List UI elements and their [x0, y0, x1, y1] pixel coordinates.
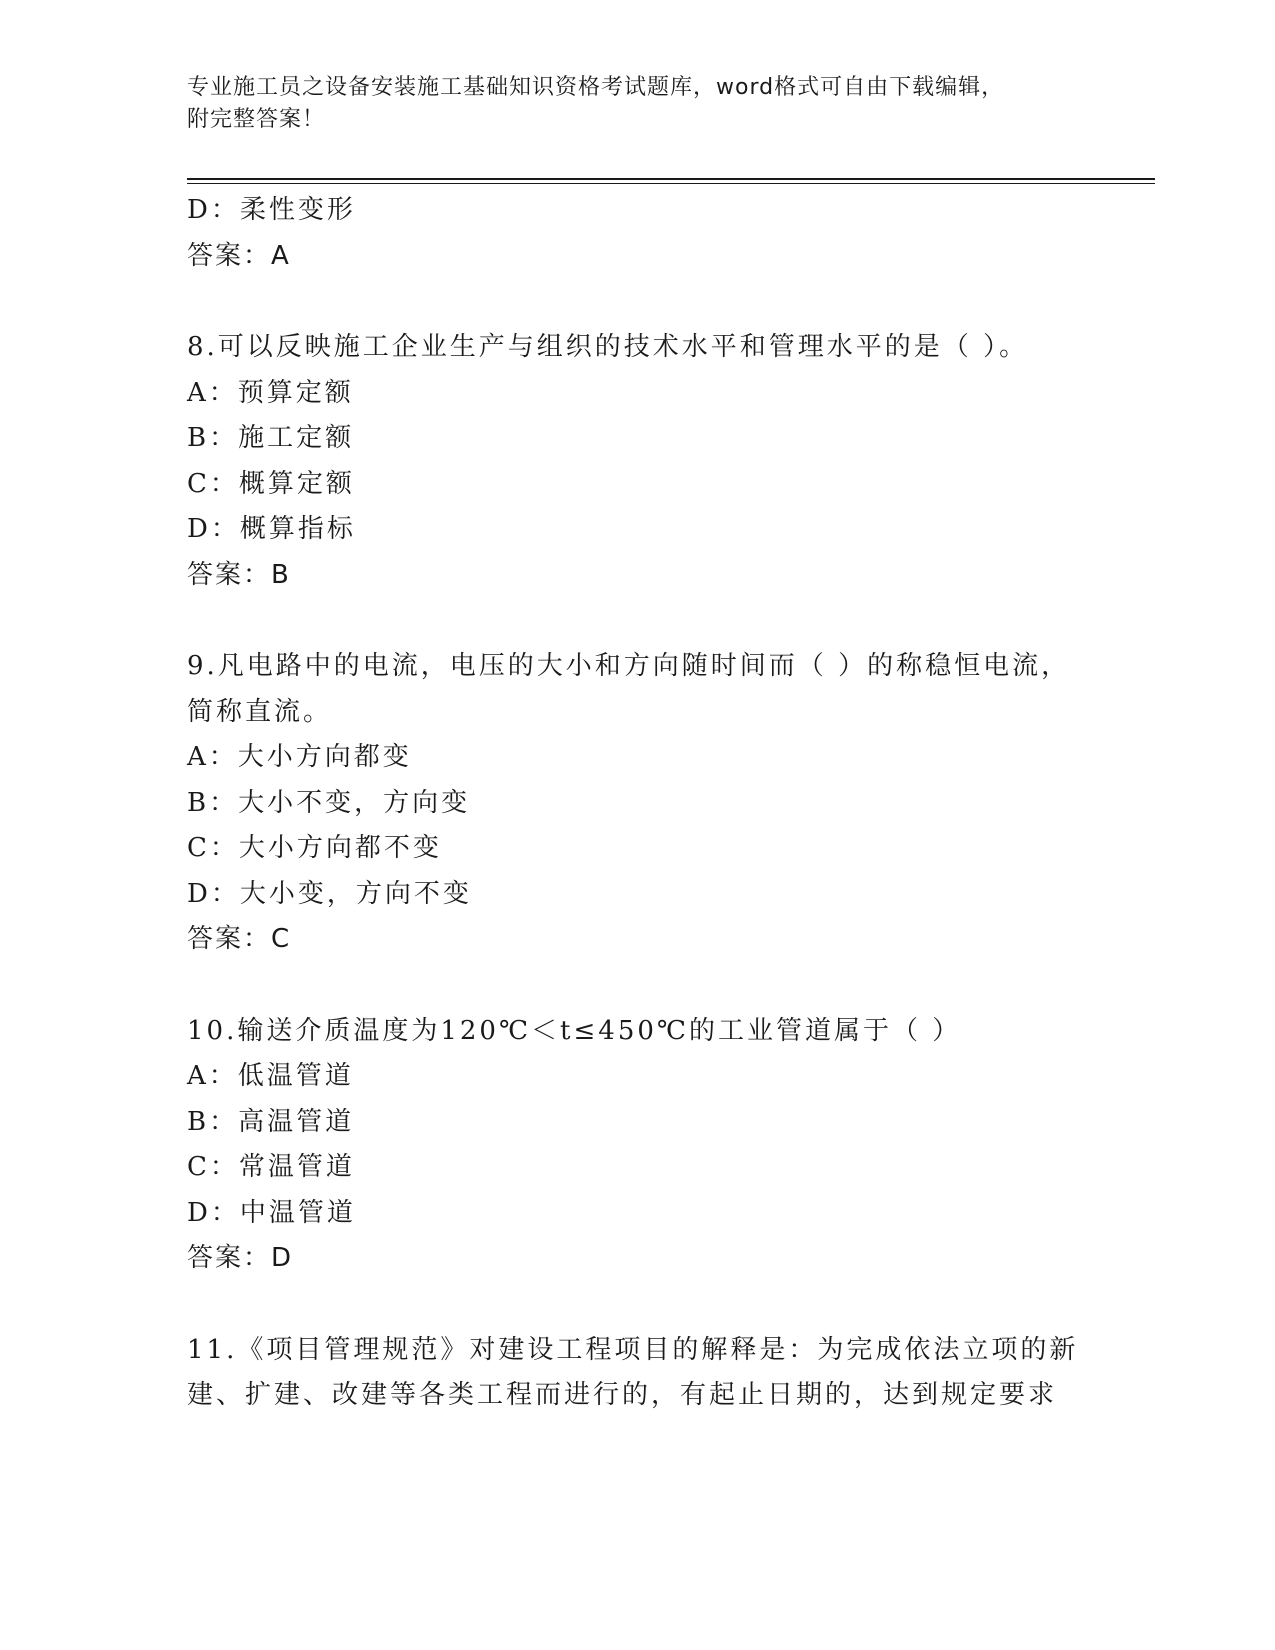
header-divider-thin [187, 183, 1155, 184]
question-text: 8.可以反映施工企业生产与组织的技术水平和管理水平的是（ ）。 [187, 332, 1029, 362]
spacer [187, 279, 1087, 325]
option-d: D：大小变，方向不变 [187, 878, 472, 909]
question-content [187, 188, 1087, 1419]
answer: 答案：D [187, 1243, 294, 1273]
option-c: C：概算定额 [187, 468, 355, 499]
spacer [187, 598, 1087, 644]
answer: 答案：C [187, 924, 292, 954]
prev-answer: 答案：A [187, 240, 291, 271]
option-d: D：中温管道 [187, 1197, 356, 1228]
option-a: A：预算定额 [187, 377, 354, 408]
question-10 [187, 1009, 1087, 1282]
question-text-line-2: 简称直流。 [187, 696, 333, 727]
question-text-line-1: 9.凡电路中的电流，电压的大小和方向随时间而（ ）的称稳恒电流， [187, 651, 1071, 681]
header-line-2: 附完整答案！ [187, 107, 326, 132]
option-a: A：低温管道 [187, 1061, 354, 1091]
question-text-line-1: 11.《项目管理规范》对建设工程项目的解释是：为完成依法立项的新 [187, 1334, 1079, 1365]
option-b: B：大小不变，方向变 [187, 787, 471, 818]
question-text-line-2: 建、扩建、改建等各类工程而进行的，有起止日期的，达到规定要求 [187, 1380, 1058, 1410]
header-line-1: 专业施工员之设备安装施工基础知识资格考试题库，word格式可自由下载编辑， [187, 75, 1005, 100]
option-d: D：概算指标 [187, 514, 356, 544]
spacer [187, 1282, 1087, 1328]
answer: 答案：B [187, 559, 291, 590]
option-c: C：大小方向都不变 [187, 833, 442, 863]
spacer [187, 963, 1087, 1009]
document-header [187, 72, 1087, 136]
question-9 [187, 644, 1087, 963]
option-c: C：常温管道 [187, 1152, 355, 1182]
prev-option-d: D：柔性变形 [187, 195, 356, 225]
option-b: B：施工定额 [187, 423, 355, 453]
option-b: B：高温管道 [187, 1106, 355, 1137]
option-a: A：大小方向都变 [187, 742, 412, 772]
question-text: 10.输送介质温度为120℃＜t≤450℃的工业管道属于（ ） [187, 1015, 962, 1046]
header-divider [187, 178, 1155, 180]
question-8 [187, 325, 1087, 598]
question-11 [187, 1328, 1087, 1419]
